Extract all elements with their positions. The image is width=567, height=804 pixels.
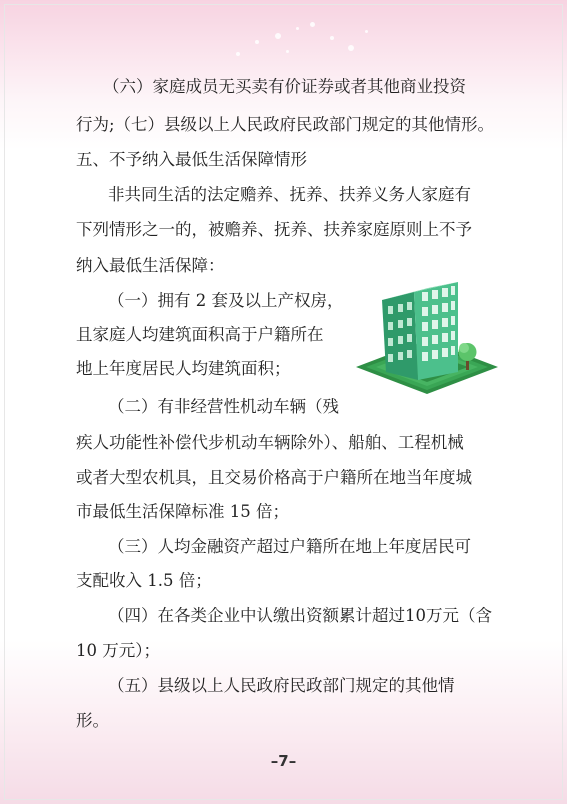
sparkle-dot [365,30,368,33]
text-line: （一）拥有 2 套及以上产权房， [108,291,344,310]
text-line: 市最低生活保障标准 15 倍； [76,502,289,521]
text-line: 支配收入 1.5 倍； [76,571,212,590]
sparkle-dot [275,33,281,39]
text-line: 形。 [76,711,109,730]
sparkle-dot [310,22,315,27]
page-number: –7– [270,752,297,770]
text-line: 10 万元）； [76,641,160,660]
text-line: （五）县级以上人民政府民政部门规定的其他情 [108,676,455,695]
sparkle-dot [348,45,354,51]
text-line: 纳入最低生活保障： [76,256,225,275]
text-line: 地上年度居民人均建筑面积； [76,359,291,378]
text-line: 下列情形之一的，被赡养、抚养、扶养家庭原则上不予 [76,220,472,239]
sparkle-dot [236,52,240,56]
text-line: 且家庭人均建筑面积高于户籍所在 [76,325,324,344]
text-line: 非共同生活的法定赡养、抚养、扶养义务人家庭有 [108,185,471,204]
text-line: （三）人均金融资产超过户籍所在地上年度居民可 [108,537,471,556]
text-line: 行为;（七）县级以上人民政府民政部门规定的其他情形。 [76,115,495,134]
text-line: 疾人功能性补偿代步机动车辆除外）、船舶、工程机械 [76,433,464,452]
text-line: 或者大型农机具，且交易价格高于户籍所在地当年度城 [76,468,472,487]
section-heading: 五、不予纳入最低生活保障情形 [76,150,307,169]
text-line: （二）有非经营性机动车辆（残 [108,397,339,416]
text-line: （六）家庭成员无买卖有价证券或者其他商业投资 [103,77,466,96]
sparkle-dot [255,40,259,44]
text-line: （四）在各类企业中认缴出资额累计超过10万元（含 [108,606,492,625]
sparkle-dot [286,50,289,53]
sparkle-dot [330,36,334,40]
office-building-icon [352,282,502,402]
sparkle-dot [296,27,299,30]
